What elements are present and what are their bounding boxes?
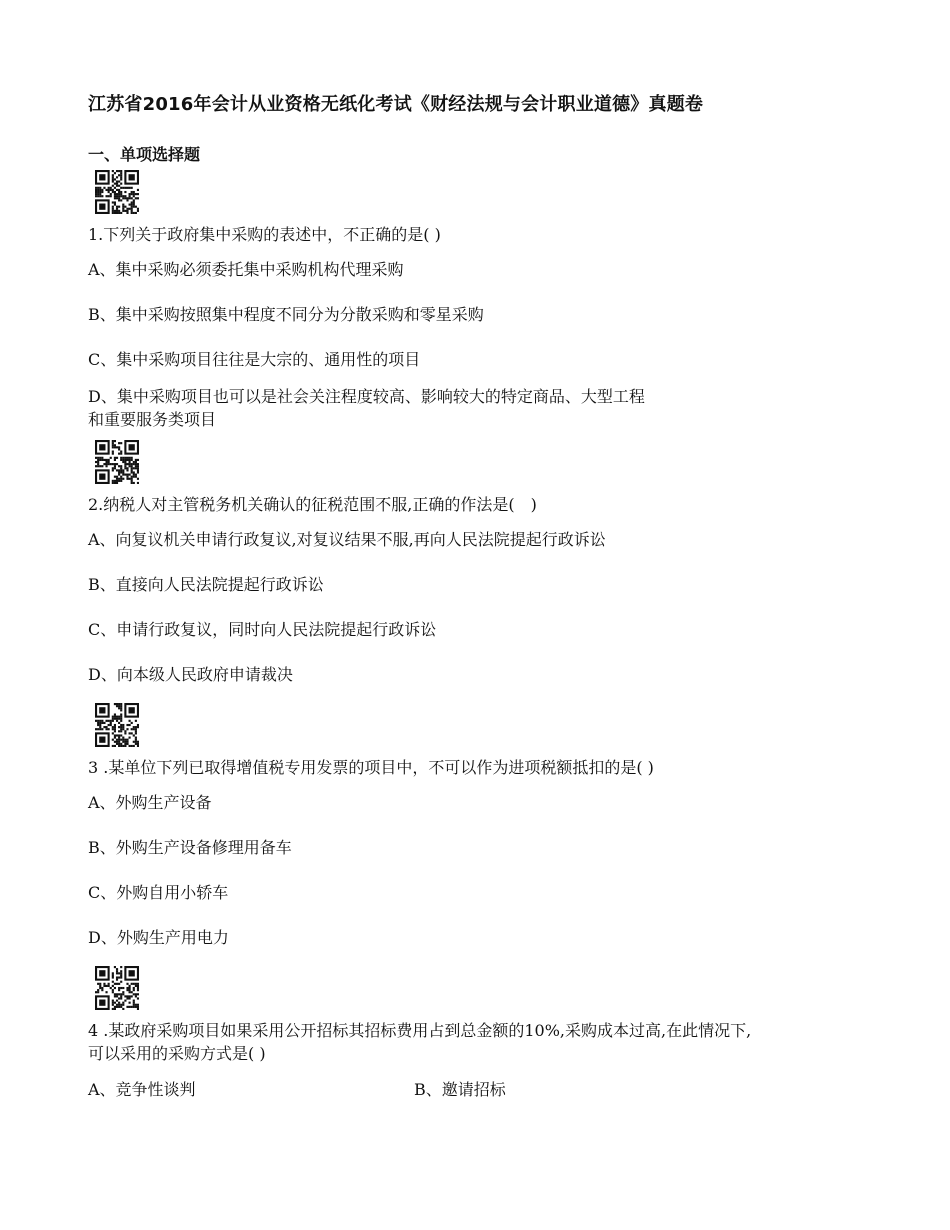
document-title: 江苏省2016年会计从业资格无纸化考试《财经法规与会计职业道德》真题卷: [88, 94, 704, 115]
question-3-option-a[interactable]: A、外购生产设备: [88, 793, 212, 812]
qr-code-icon[interactable]: [95, 966, 139, 1010]
question-2-option-d[interactable]: D、向本级人民政府申请裁决: [88, 665, 293, 684]
question-1-option-d-cont: 和重要服务类项目: [88, 410, 217, 429]
question-1-stem: 1.下列关于政府集中采购的表述中，不正确的是( ): [88, 225, 441, 244]
question-3-option-b[interactable]: B、外购生产设备修理用备车: [88, 838, 292, 857]
question-4-option-a[interactable]: A、竞争性谈判: [88, 1080, 196, 1099]
qr-code-icon[interactable]: [95, 703, 139, 747]
question-3-stem: 3 .某单位下列已取得增值税专用发票的项目中，不可以作为进项税额抵扣的是( ): [88, 758, 654, 777]
qr-code-icon[interactable]: [95, 440, 139, 484]
question-2-option-c[interactable]: C、申请行政复议，同时向人民法院提起行政诉讼: [88, 620, 437, 639]
question-3-option-d[interactable]: D、外购生产用电力: [88, 928, 229, 947]
question-2-stem: 2.纳税人对主管税务机关确认的征税范围不服,正确的作法是( ): [88, 495, 537, 514]
question-1-option-d[interactable]: D、集中采购项目也可以是社会关注程度较高、影响较大的特定商品、大型工程: [88, 387, 645, 406]
question-4-stem-cont: 可以采用的采购方式是( ): [88, 1044, 266, 1063]
question-3-option-c[interactable]: C、外购自用小轿车: [88, 883, 229, 902]
question-1-option-c[interactable]: C、集中采购项目往往是大宗的、通用性的项目: [88, 350, 421, 369]
qr-code-icon[interactable]: [95, 170, 139, 214]
question-4-stem: 4 .某政府采购项目如果采用公开招标其招标费用占到总金额的10%,采购成本过高,在此情况下,: [88, 1021, 752, 1040]
question-1-option-b[interactable]: B、集中采购按照集中程度不同分为分散采购和零星采购: [88, 305, 484, 324]
section-heading: 一、单项选择题: [88, 145, 201, 164]
question-2-option-a[interactable]: A、向复议机关申请行政复议,对复议结果不服,再向人民法院提起行政诉讼: [88, 530, 606, 549]
question-4-option-b[interactable]: B、邀请招标: [414, 1080, 506, 1099]
question-1-option-a[interactable]: A、集中采购必须委托集中采购机构代理采购: [88, 260, 404, 279]
question-2-option-b[interactable]: B、直接向人民法院提起行政诉讼: [88, 575, 324, 594]
